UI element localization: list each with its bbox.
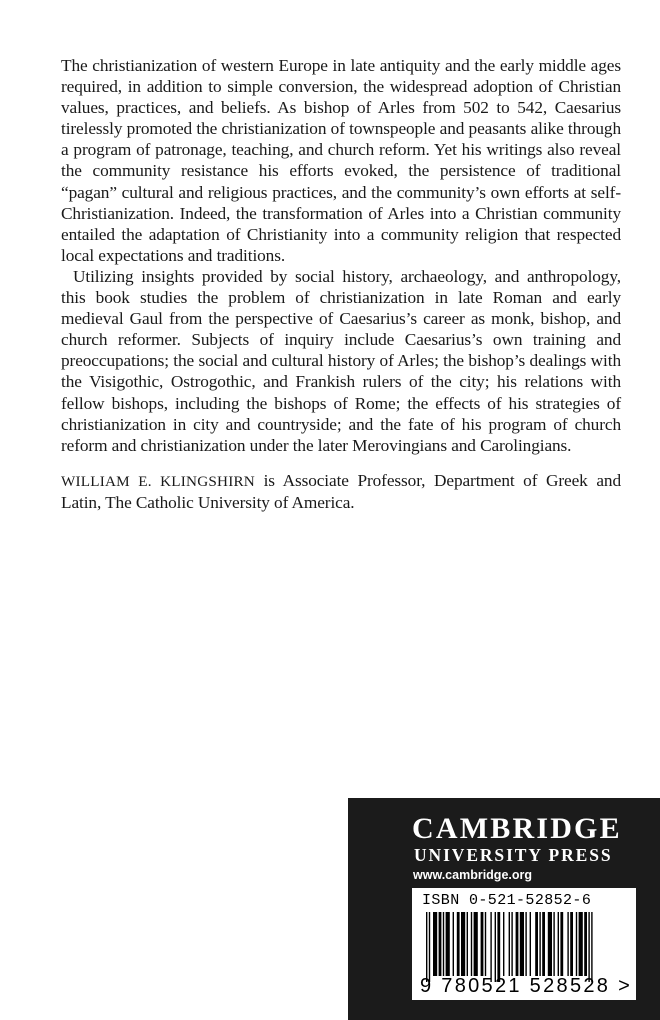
author-bio	[61, 470, 621, 513]
barcode-bar	[461, 912, 465, 976]
barcode-bar	[560, 912, 563, 976]
publisher-url: www.cambridge.org	[413, 868, 533, 882]
barcode-bar	[516, 912, 519, 976]
barcode-bar	[474, 912, 478, 976]
barcode-bar	[497, 912, 500, 982]
barcode-bar	[485, 912, 486, 976]
barcode-bar	[588, 912, 589, 982]
barcode-bar	[570, 912, 573, 976]
barcode-bar	[457, 912, 460, 976]
barcode-bar	[576, 912, 577, 976]
barcode-bar	[520, 912, 524, 976]
publisher-name: CAMBRIDGE	[412, 812, 622, 845]
barcode-bar	[530, 912, 531, 976]
barcode-bar	[439, 912, 442, 976]
barcode-bar	[567, 912, 568, 976]
barcode-bar	[509, 912, 510, 976]
barcode-bar	[495, 912, 496, 982]
barcode-bar	[481, 912, 484, 976]
barcode-bar	[467, 912, 468, 976]
barcode-bar	[548, 912, 552, 976]
barcode-bar	[579, 912, 583, 976]
barcode-bar	[553, 912, 554, 976]
barcode-bar	[558, 912, 559, 976]
barcode-bar	[591, 912, 592, 982]
isbn-label: ISBN 0-521-52852-6	[422, 892, 592, 909]
barcode-bar	[539, 912, 540, 976]
back-cover-blurb	[61, 55, 621, 513]
ean-digits: 9 780521 528528 >	[420, 975, 633, 997]
barcode-bar	[490, 912, 491, 982]
barcode-bar	[446, 912, 450, 976]
barcode-bar	[525, 912, 526, 976]
author-bio-text: is Associate Professor, Department of Greek and Latin, The Catholic University of America.	[61, 470, 621, 512]
barcode-bar	[471, 912, 472, 976]
barcode-bar	[426, 912, 427, 982]
barcode-bar	[511, 912, 512, 976]
blurb-paragraph-1: The christianization of western Europe in late antiquity and the early middle ages required, in addition to simple conversion, the widespread adoption of Christian values, practices, and beliefs. As bishop of Arles from 502 to 542, Caesarius tirelessly promoted the christianization of townspeople and peasants alike through a program of patronage, teaching, and church reform. Yet his writings also reveal the community resistance his efforts evoked, the persistence of traditional “pagan” cultural and religious practices, and the community’s own efforts at self-Christianization. Indeed, the transformation of Arles into a Christian community entailed the adaptation of Christianity into a community religion that respected local expectations and traditions.	[61, 56, 621, 265]
barcode-area	[412, 888, 636, 1000]
barcode-bar	[542, 912, 545, 976]
barcode-bar	[535, 912, 538, 976]
barcode-bar	[429, 912, 430, 982]
barcode-bar	[584, 912, 587, 976]
blurb-paragraph-2: Utilizing insights provided by social history, archaeology, and anthropology, this book studies the problem of christianization in late Roman and early medieval Gaul from the perspective of Caesarius’s career as monk, bishop, and church reformer. Subjects of inquiry include Caesarius’s own training and preoccupations; the social and cultural history of Arles; the bishop’s dealings with the Visigothic, Ostrogothic, and Frankish rulers of the city; his relations with fellow bishops, including the bishops of Rome; the effects of his strategies of christianization in city and countryside; and the fate of his program of church reform and christianization under the later Merovingians and Carolingians.	[61, 266, 621, 455]
author-name: WILLIAM E. KLINGSHIRN	[61, 472, 255, 490]
publisher-panel	[348, 798, 660, 1020]
barcode-bar	[453, 912, 454, 976]
barcode-bar	[433, 912, 437, 976]
barcode-bar	[443, 912, 444, 976]
barcode-bar	[503, 912, 504, 976]
publisher-subtitle: UNIVERSITY PRESS	[414, 845, 613, 865]
